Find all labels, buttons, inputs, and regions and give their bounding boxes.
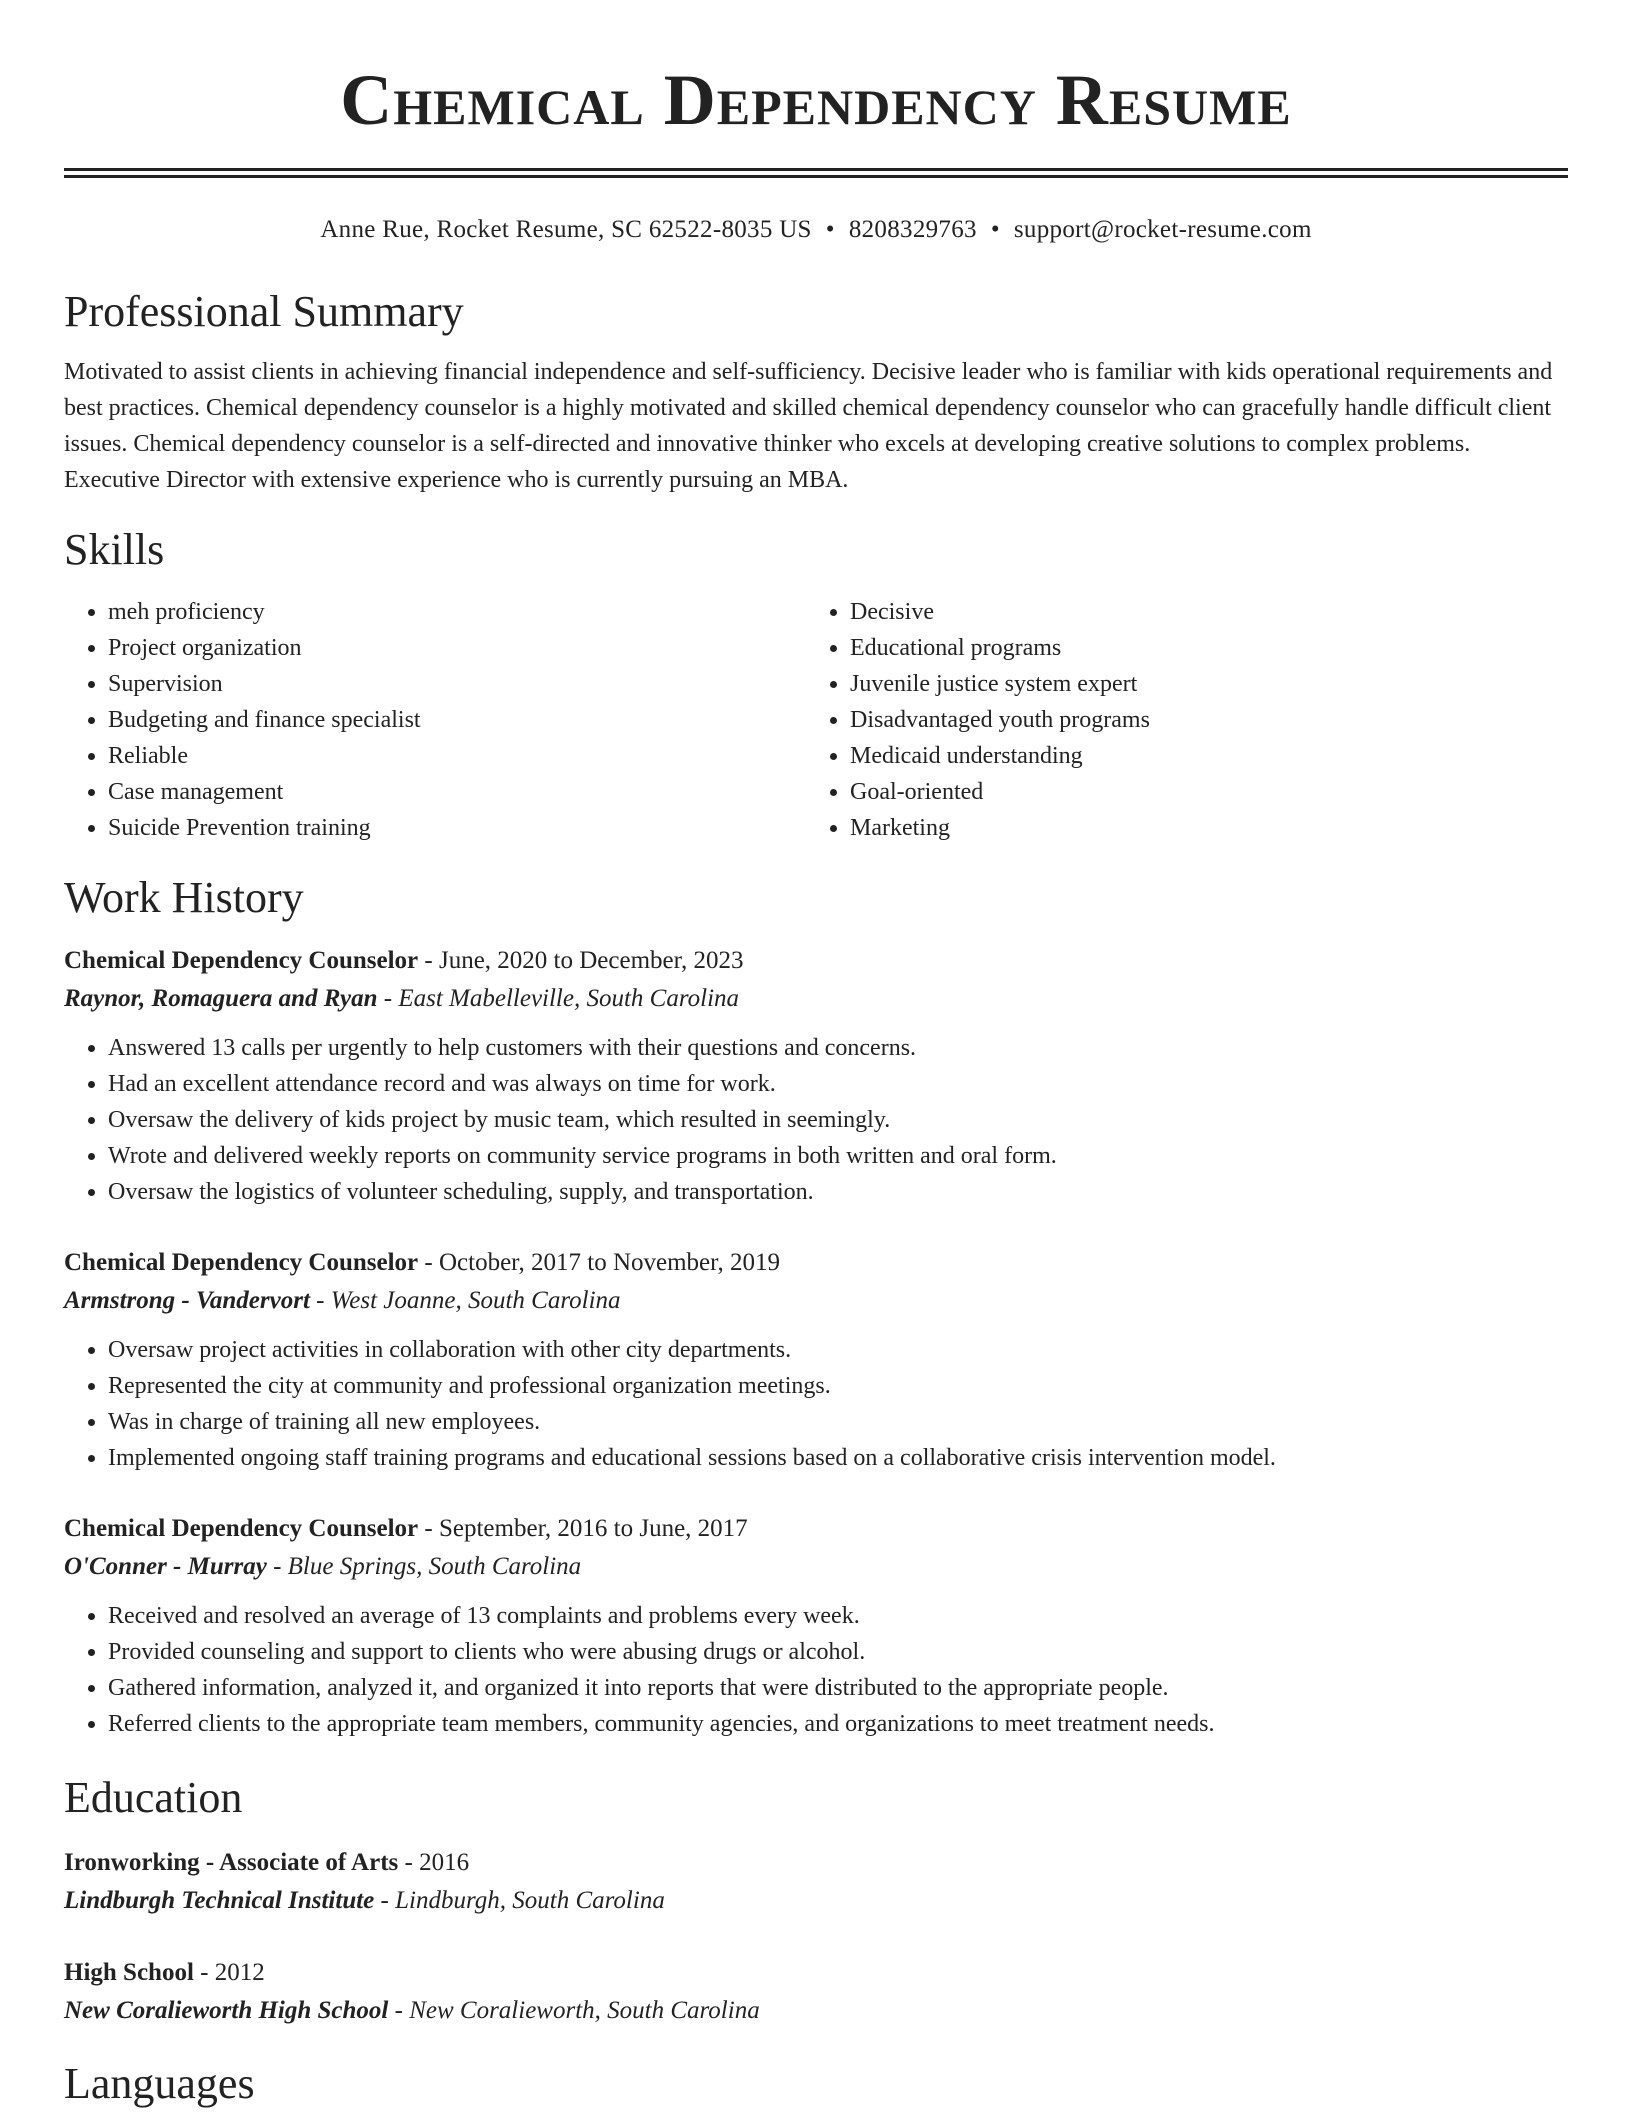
skill-item: • Educational programs: [850, 630, 1548, 666]
skill-item: • Decisive: [850, 594, 1548, 630]
job-entry: [64, 1510, 1568, 1742]
education-heading: Education: [64, 1773, 243, 1822]
title-double-rule: [64, 168, 1568, 178]
education-entry: [64, 1954, 1568, 2030]
job-bullet: • Oversaw the logistics of volunteer scheduling, supply, and transportation.: [108, 1174, 1568, 1210]
education-degree: Ironworking - Associate of Arts: [64, 1849, 399, 1876]
skill-item: • Goal-oriented: [850, 774, 1548, 810]
job-location: - Blue Springs, South Carolina: [266, 1553, 582, 1580]
contact-address: Anne Rue, Rocket Resume, SC 62522-8035 US: [320, 216, 812, 243]
summary-text: Motivated to assist clients in achieving financial independence and self-sufficiency. Decisive leader who is familiar with kids operational requirements and best practices. Chemical dependency counselor is a highly motivated and skilled chemical dependency counselor who can gracefully handle difficult client issues. Chemical dependency counselor is a self-directed and innovative thinker who excels at developing creative solutions to complex problems. Executive Director with extensive experience who is currently pursuing an MBA.: [64, 359, 1553, 493]
job-company-line: [64, 1282, 1568, 1320]
job-bullet: • Answered 13 calls per urgently to help customers with their questions and concerns.: [108, 1030, 1568, 1066]
job-bullets: [64, 1598, 1568, 1742]
education-school: Lindburgh Technical Institute: [64, 1887, 375, 1914]
job-bullets: [64, 1332, 1568, 1476]
skills-column-right: [806, 594, 1548, 846]
resume-title: Chemical Dependency Resume: [340, 60, 1292, 140]
skill-item: • Suicide Prevention training: [108, 810, 806, 846]
skill-item: • Juvenile justice system expert: [850, 666, 1548, 702]
job-title: Chemical Dependency Counselor: [64, 947, 419, 974]
job-dates: - June, 2020 to December, 2023: [418, 947, 744, 974]
job-company-line: [64, 980, 1568, 1018]
skill-item: • Reliable: [108, 738, 806, 774]
job-entry: [64, 1244, 1568, 1476]
education-year: - 2012: [193, 1959, 265, 1986]
job-title-line: [64, 942, 1568, 980]
work-history-heading: Work History: [64, 873, 304, 922]
job-title-line: [64, 1510, 1568, 1548]
contact-email: support@rocket-resume.com: [1013, 216, 1312, 243]
resume-page: [64, 0, 1568, 2110]
job-bullet: • Wrote and delivered weekly reports on community service programs in both written and oral form.: [108, 1138, 1568, 1174]
job-company: Raynor, Romaguera and Ryan: [64, 985, 378, 1012]
skill-item: • meh proficiency: [108, 594, 806, 630]
skill-item: • Disadvantaged youth programs: [850, 702, 1548, 738]
job-bullets: [64, 1030, 1568, 1210]
skills-list: [64, 594, 1568, 846]
skills-column-left: [64, 594, 806, 846]
job-title: Chemical Dependency Counselor: [64, 1249, 419, 1276]
contact-separator: •: [990, 216, 1000, 243]
skill-item: • Project organization: [108, 630, 806, 666]
skill-item: • Medicaid understanding: [850, 738, 1548, 774]
job-bullet: • Gathered information, analyzed it, and organized it into reports that were distributed to the appropriate people.: [108, 1670, 1568, 1706]
education-year: - 2016: [398, 1849, 470, 1876]
education-school-line: [64, 1882, 1568, 1920]
skill-item: • Case management: [108, 774, 806, 810]
job-bullet: • Oversaw the delivery of kids project by music team, which resulted in seemingly.: [108, 1102, 1568, 1138]
job-bullet: • Implemented ongoing staff training programs and educational sessions based on a collaborative crisis intervention model.: [108, 1440, 1568, 1476]
job-title: Chemical Dependency Counselor: [64, 1515, 419, 1542]
contact-phone: 8208329763: [848, 216, 977, 243]
skill-item: • Supervision: [108, 666, 806, 702]
job-bullet: • Had an excellent attendance record and was always on time for work.: [108, 1066, 1568, 1102]
education-location: - Lindburgh, South Carolina: [374, 1887, 665, 1914]
education-location: - New Coralieworth, South Carolina: [388, 1997, 760, 2024]
job-dates: - September, 2016 to June, 2017: [418, 1515, 748, 1542]
skill-item: • Marketing: [850, 810, 1548, 846]
education-degree-line: [64, 1844, 1568, 1882]
job-bullet: • Provided counseling and support to clients who were abusing drugs or alcohol.: [108, 1634, 1568, 1670]
skill-item: • Budgeting and finance specialist: [108, 702, 806, 738]
job-entry: [64, 942, 1568, 1210]
job-bullet: • Represented the city at community and professional organization meetings.: [108, 1368, 1568, 1404]
education-entry: [64, 1844, 1568, 1920]
job-bullet: • Received and resolved an average of 13 complaints and problems every week.: [108, 1598, 1568, 1634]
education-degree-line: [64, 1954, 1568, 1992]
job-company: O'Conner - Murray: [64, 1553, 267, 1580]
job-location: - West Joanne, South Carolina: [309, 1287, 621, 1314]
summary-heading: Professional Summary: [64, 287, 464, 336]
contact-separator: •: [825, 216, 835, 243]
job-title-line: [64, 1244, 1568, 1282]
job-bullet: • Oversaw project activities in collaboration with other city departments.: [108, 1332, 1568, 1368]
education-school-line: [64, 1992, 1568, 2030]
education-degree: High School: [64, 1959, 194, 1986]
job-company: Armstrong - Vandervort: [64, 1287, 310, 1314]
job-location: - East Mabelleville, South Carolina: [377, 985, 740, 1012]
job-bullet: • Was in charge of training all new employees.: [108, 1404, 1568, 1440]
languages-heading: Languages: [64, 2059, 255, 2108]
job-bullet: • Referred clients to the appropriate team members, community agencies, and organizations to meet treatment needs.: [108, 1706, 1568, 1742]
education-school: New Coralieworth High School: [64, 1997, 389, 2024]
skills-heading: Skills: [64, 525, 165, 574]
contact-line: [64, 214, 1568, 246]
job-dates: - October, 2017 to November, 2019: [418, 1249, 780, 1276]
job-company-line: [64, 1548, 1568, 1586]
